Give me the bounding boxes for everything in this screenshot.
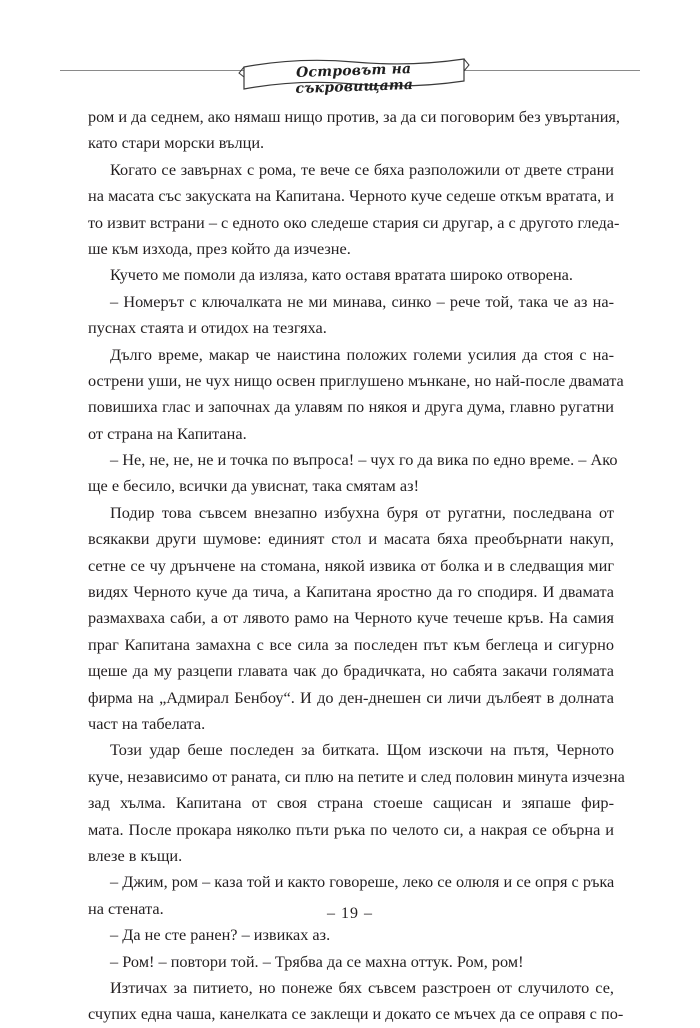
text-line: като стари морски вълци. (88, 133, 265, 153)
text-line: Подир това съвсем внезапно избухна буря от ругатни, последвана от (110, 502, 614, 522)
text-line: Изтичах за питието, но понеже бях съвсем разстроен от случилото се, (110, 977, 614, 997)
text-line: на стената. (88, 898, 164, 918)
text-line: ше към изхода, през който да изчезне. (88, 238, 351, 258)
text-line: щеше да му разцепи главата чак до брадичката, но сабята закачи голямата (88, 661, 614, 681)
running-title: Островът на съкровищата (295, 60, 414, 98)
text-line: Този удар беше последен за битката. Щом изскочи на пътя, Черното (110, 740, 614, 760)
text-line: повишиха глас и започнах да улавям по някоя и друга дума, главно ругатни (88, 397, 614, 417)
text-line: пуснах стаята и отидох на тезгяха. (88, 318, 327, 338)
text-line: Когато се завърнах с рома, те вече се бяха разположили от двете страни (110, 159, 614, 179)
text-line: ще е бесило, всички да увиснат, така смятам аз! (88, 476, 419, 496)
text-line: размахваха саби, а от лявото рамо на Черното куче течеше кръв. На самия (88, 608, 614, 628)
body-text (88, 104, 625, 1028)
text-line: на масата със закуската на Капитана. Черното куче седеше откъм вратата, и (88, 186, 614, 206)
text-line: от страна на Капитана. (88, 423, 247, 443)
text-line: фирма на „Адмирал Бенбоу“. И до ден-днешен си личи дълбеят в долната (88, 687, 614, 707)
text-line: праг Капитана замахна с все сила за последен път към беглеца и сигурно (88, 634, 614, 654)
text-line: – Не, не, не, не и точка по въпроса! – чух го да вика по едно време. – Ако (110, 450, 618, 470)
text-line: сетне се чу дрънчене на стомана, някой извика от болка и в следващия миг (88, 555, 614, 575)
text-line: част на табелата. (88, 713, 206, 733)
text-line: то извит встрани – с едното око следеше стария си другар, а с другото гледа- (88, 212, 620, 232)
text-line: Дълго време, макар че наистина положих големи усилия да стоя с на- (110, 344, 614, 364)
text-line: – Ром! – повтори той. – Трябва да се махна оттук. Ром, ром! (110, 951, 524, 971)
text-line: – Джим, ром – каза той и както говореше, леко се олюля и се опря с ръка (110, 872, 615, 892)
text-line: куче, независимо от раната, си плю на петите и след половин минута изчезна (88, 766, 625, 786)
text-line: видях Черното куче да тича, а Капитана яростно да го сподиря. И двамата (88, 582, 614, 602)
text-line: Кучето ме помоли да изляза, като оставя вратата широко отворена. (110, 265, 573, 285)
text-line: влезе в къщи. (88, 845, 183, 865)
text-line: счупих една чаша, канелката се заклещи и докато се мъчех да се оправя с по- (88, 1004, 624, 1024)
text-line: – Да не сте ранен? – извиках аз. (110, 925, 331, 945)
text-line: – Номерът с ключалката не ми минава, синко – рече той, така че аз на- (110, 291, 614, 311)
page-number: – 19 – (327, 905, 373, 922)
text-line: всякакви други шумове: единият стол и масата бяха преобърнати накуп, (88, 529, 614, 549)
text-line: мата. После прокара няколко пъти ръка по челото си, а накрая се обърна и (88, 819, 614, 839)
text-line: ром и да седнем, ако нямаш нищо против, за да си поговорим без увъртания, (88, 107, 620, 126)
text-line: острени уши, не чух нищо освен приглушено мънкане, но най-после двамата (88, 370, 624, 390)
text-line: зад хълма. Капитана от своя страна стоеше сащисан и зяпаше фир- (88, 793, 614, 813)
